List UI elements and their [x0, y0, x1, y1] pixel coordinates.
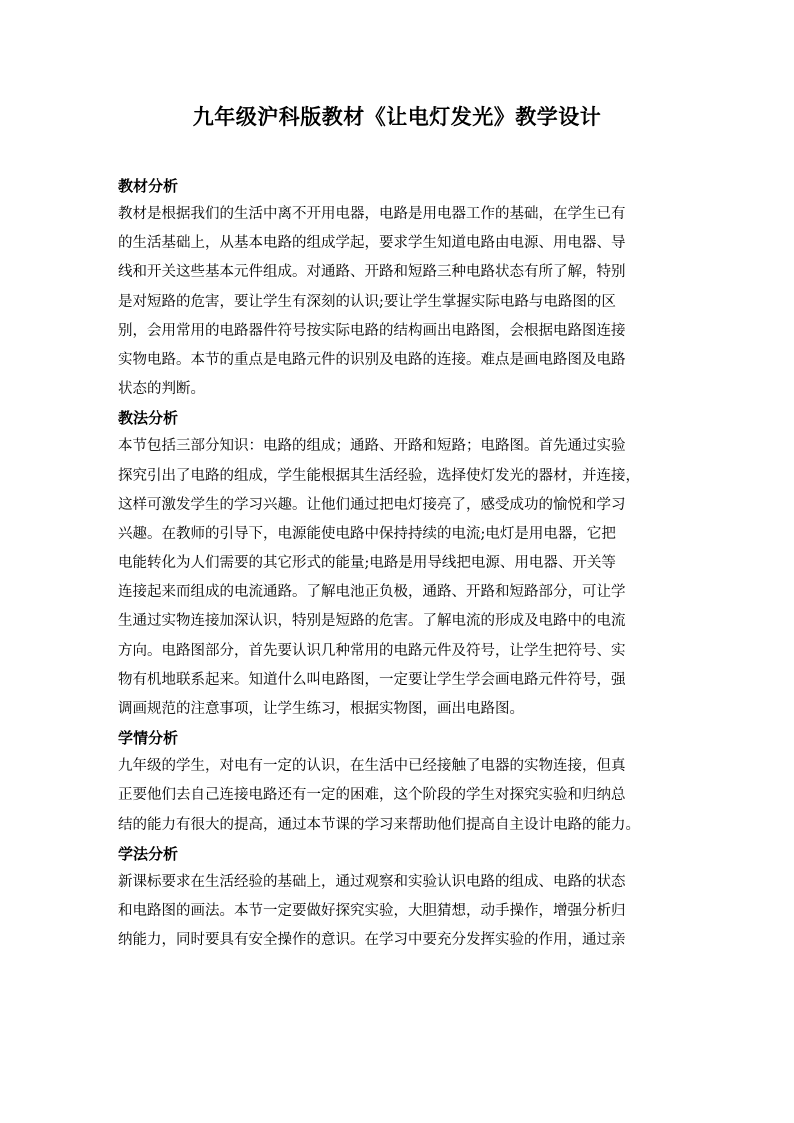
- paragraph-line: 是对短路的危害，要让学生有深刻的认识;要让学生掌握实际电路与电路图的区: [118, 293, 616, 310]
- section-student-analysis: [118, 724, 678, 840]
- section-paragraph: [118, 200, 678, 404]
- section-teaching-method-analysis: [118, 404, 678, 724]
- paragraph-line: 方向。电路图部分，首先要认识几种常用的电路元件及符号，让学生把符号、实: [118, 642, 626, 659]
- section-textbook-analysis: [118, 172, 678, 404]
- document-body: [118, 172, 678, 955]
- section-heading: 学情分析: [118, 729, 179, 748]
- paragraph-line: 电能转化为人们需要的其它形式的能量;电路是用导线把电源、用电器、开关等: [118, 555, 616, 572]
- paragraph-line: 线和开关这些基本元件组成。对通路、开路和短路三种电路状态有所了解，特别: [118, 264, 626, 281]
- paragraph-line: 兴趣。在教师的引导下，电源能使电路中保持持续的电流;电灯是用电器，它把: [118, 525, 616, 542]
- paragraph-line: 调画规范的注意事项，让学生练习，根据实物图，画出电路图。: [118, 701, 524, 717]
- section-heading: 教法分析: [118, 409, 179, 428]
- section-paragraph: [118, 752, 678, 840]
- paragraph-line: 纳能力，同时要具有安全操作的意识。在学习中要充分发挥实验的作用，通过亲: [118, 932, 626, 949]
- paragraph-line: 结的能力有很大的提高，通过本节课的学习来帮助他们提高自主设计电路的能力。: [118, 816, 640, 833]
- paragraph-line: 探究引出了电路的组成，学生能根据其生活经验，选择使灯发光的器材，并连接，: [118, 467, 640, 484]
- paragraph-line: 本节包括三部分知识：电路的组成；通路、开路和短路；电路图。首先通过实验: [118, 438, 626, 455]
- paragraph-line: 教材是根据我们的生活中离不开用电器，电路是用电器工作的基础，在学生已有: [118, 206, 626, 222]
- paragraph-line: 物有机地联系起来。知道什么叫电路图，一定要让学生学会画电路元件符号，强: [118, 671, 626, 688]
- section-learning-method-analysis: [118, 840, 678, 956]
- section-paragraph: [118, 868, 678, 956]
- paragraph-line: 和电路图的画法。本节一定要做好探究实验，大胆猜想，动手操作，增强分析归: [118, 902, 626, 919]
- paragraph-line: 实物电路。本节的重点是电路元件的识别及电路的连接。难点是画电路图及电路: [118, 351, 626, 368]
- paragraph-line: 的生活基础上，从基本电路的组成学起，要求学生知道电路由电源、用电器、导: [118, 235, 626, 252]
- paragraph-line: 别，会用常用的电路器件符号按实际电路的结构画出电路图，会根据电路图连接: [118, 322, 626, 339]
- paragraph-line: 连接起来而组成的电流通路。了解电池正负极，通路、开路和短路部分，可让学: [118, 584, 626, 601]
- section-heading: 教材分析: [118, 177, 179, 195]
- document-title: 九年级沪科版教材《让电灯发光》教学设计: [192, 104, 602, 129]
- paragraph-line: 这样可激发学生的学习兴趣。让他们通过把电灯接亮了，感受成功的愉悦和学习: [118, 496, 626, 513]
- section-heading: 学法分析: [118, 844, 179, 863]
- paragraph-line: 生通过实物连接加深认识，特别是短路的危害。了解电流的形成及电路中的电流: [118, 613, 626, 630]
- section-paragraph: [118, 432, 678, 724]
- paragraph-line: 正要他们去自己连接电路还有一定的困难，这个阶段的学生对探究实验和归纳总: [118, 787, 626, 804]
- paragraph-line: 状态的判断。: [118, 381, 205, 398]
- paragraph-line: 新课标要求在生活经验的基础上，通过观察和实验认识电路的组成、电路的状态: [118, 873, 626, 890]
- paragraph-line: 九年级的学生，对电有一定的认识，在生活中已经接触了电器的实物连接，但真: [118, 758, 626, 775]
